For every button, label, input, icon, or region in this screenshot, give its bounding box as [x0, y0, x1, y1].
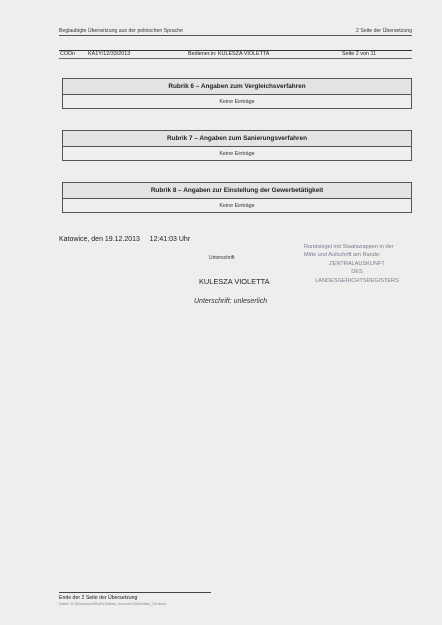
footer-end-note: Ende der 2 Seite der Übersetzung	[59, 595, 138, 601]
stamp-line: Rundsiegel mit Staatswappen in der	[304, 244, 394, 250]
doc-reference: KA1Y/12/33/2013	[88, 51, 131, 57]
signature-label: Unterschrift	[209, 255, 235, 261]
rubrik-7-content: Keine Einträge	[62, 147, 412, 161]
stamp-line: Mitte und Aufschrift am Rande:	[304, 252, 381, 259]
header-divider	[59, 35, 412, 36]
rubrik-7-section	[62, 130, 412, 162]
translation-header-right: 2 Seite der Übersetzung	[356, 28, 412, 34]
rubrik-8-title: Rubrik 8 – Angaben zur Einstellung der Gewerbetätigkeit	[62, 182, 412, 199]
document-header-underline	[59, 58, 412, 59]
footer-divider	[59, 592, 211, 593]
rubrik-7-title: Rubrik 7 – Angaben zum Sanierungsverfahren	[62, 130, 412, 147]
rubrik-6-content: Keine Einträge	[62, 95, 412, 109]
rubrik-6-title: Rubrik 6 – Angaben zum Vergleichsverfahren	[62, 78, 412, 95]
signature-note: Unterschrift: unleserlich	[194, 298, 268, 305]
stamp-line: DES	[351, 269, 363, 276]
stamp-line: ZENTRALAUSKUNFT	[329, 260, 385, 267]
rubrik-8-content: Keine Einträge	[62, 199, 412, 213]
doc-code: CODn	[60, 51, 75, 57]
rubrik-6-section	[62, 78, 412, 110]
rubrik-8-section	[62, 182, 412, 214]
stamp-line: LANDESGERICHTSREGISTERS	[315, 277, 399, 284]
doc-page-number: Seite 2 von 11	[342, 51, 377, 57]
place-and-date: Katowice, den 19.12.2013 12:41:03 Uhr	[59, 236, 191, 243]
footer-file-path: Datei: D:\DoUmumt\SoFtrUftbes_ecco\mVN\Aindes_04.docx	[59, 601, 167, 606]
doc-operator: Bediener.in: KULESZA VIOLETTA	[188, 51, 270, 57]
translation-header-left: Beglaubigte Übersetzung aus der polnischen Sprache	[59, 28, 184, 34]
signatory-name: KULESZA VIOLETTA	[199, 277, 270, 286]
stamp-description	[304, 243, 410, 285]
